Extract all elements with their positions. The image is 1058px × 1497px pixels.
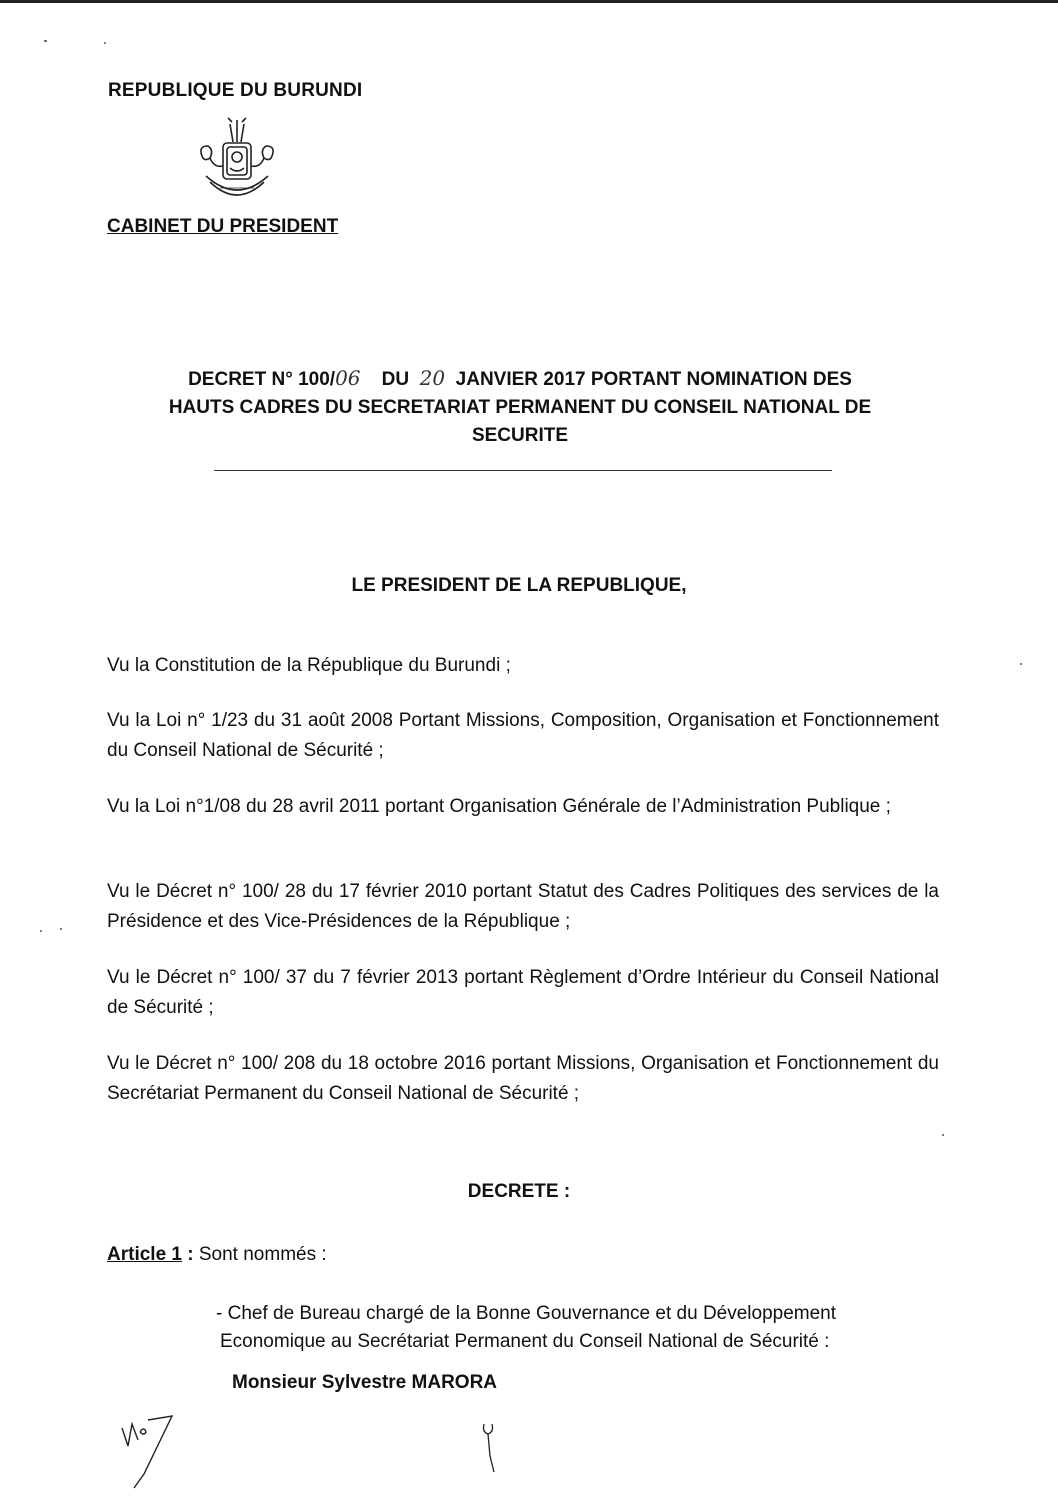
decree-number-prefix: DECRET N° 100/ <box>188 369 336 390</box>
decree-day-handwritten: 20 <box>419 366 446 390</box>
article-1-item-line-1: - Chef de Bureau chargé de la Bonne Gouvernance et du Développement <box>216 1303 837 1324</box>
scan-speck <box>1020 663 1022 665</box>
consideration-paragraph: Vu le Décret n° 100/ 37 du 7 février 2013 portant Règlement d’Ordre Intérieur du Conseil National de Sécurité ; <box>107 967 939 1018</box>
scan-speck <box>44 40 47 42</box>
decree-title <box>120 364 920 450</box>
consideration-paragraph: Vu le Décret n° 100/ 208 du 18 octobre 2016 portant Missions, Organisation et Fonctionnement du Secrétariat Permanent du Conseil National de Sécurité ; <box>107 1053 939 1104</box>
consideration-paragraph: Vu la Loi n°1/08 du 28 avril 2011 portant Organisation Générale de l’Administration Publique ; <box>107 796 891 817</box>
title-separator <box>214 470 832 471</box>
president-heading-text: LE PRESIDENT DE LA REPUBLIQUE, <box>351 575 687 596</box>
scan-speck <box>104 42 106 44</box>
handwritten-initials-icon <box>118 1410 188 1490</box>
decree-title-line-3: SECURITE <box>471 425 569 446</box>
appointee-name: Monsieur Sylvestre MARORA <box>232 1372 498 1393</box>
article-1-label: Article 1 <box>107 1244 182 1265</box>
consideration-paragraph: Vu la Constitution de la République du Burundi ; <box>107 655 511 676</box>
decrete-heading-text: DECRETE : <box>467 1181 571 1202</box>
scan-speck <box>942 1134 944 1136</box>
article-1-text: Sont nommés : <box>193 1244 327 1265</box>
president-heading <box>0 575 1058 597</box>
header-cabinet: CABINET DU PRESIDENT <box>107 216 339 237</box>
scan-speck <box>40 930 42 932</box>
article-1-item-line-2: Economique au Secrétariat Permanent du Conseil National de Sécurité : <box>220 1331 830 1352</box>
header-republic: REPUBLIQUE DU BURUNDI <box>108 80 363 101</box>
decrete-heading <box>0 1181 1058 1203</box>
article-1 <box>107 1244 327 1266</box>
decree-title-line-2: HAUTS CADRES DU SECRETARIAT PERMANENT DU CONSEIL NATIONAL DE <box>168 397 872 418</box>
consideration-paragraph: Vu la Loi n° 1/23 du 31 août 2008 Portant Missions, Composition, Organisation et Fonctionnement du Conseil National de Sécurité ; <box>107 710 939 761</box>
coat-of-arms-icon <box>196 116 278 210</box>
decree-number-handwritten: 06 <box>335 366 361 390</box>
handwritten-signature-icon <box>476 1416 506 1476</box>
scan-top-border <box>0 0 1058 3</box>
decree-du: DU <box>381 369 410 390</box>
decree-title-line-1 <box>120 364 920 394</box>
article-1-item <box>216 1300 916 1356</box>
article-1-colon: : <box>181 1244 194 1265</box>
scan-speck <box>60 928 62 930</box>
decree-date-subject: JANVIER 2017 PORTANT NOMINATION DES <box>455 369 852 390</box>
consideration-paragraph: Vu le Décret n° 100/ 28 du 17 février 2010 portant Statut des Cadres Politiques des services de la Présidence et des Vice-Présidences de la République ; <box>107 881 939 932</box>
